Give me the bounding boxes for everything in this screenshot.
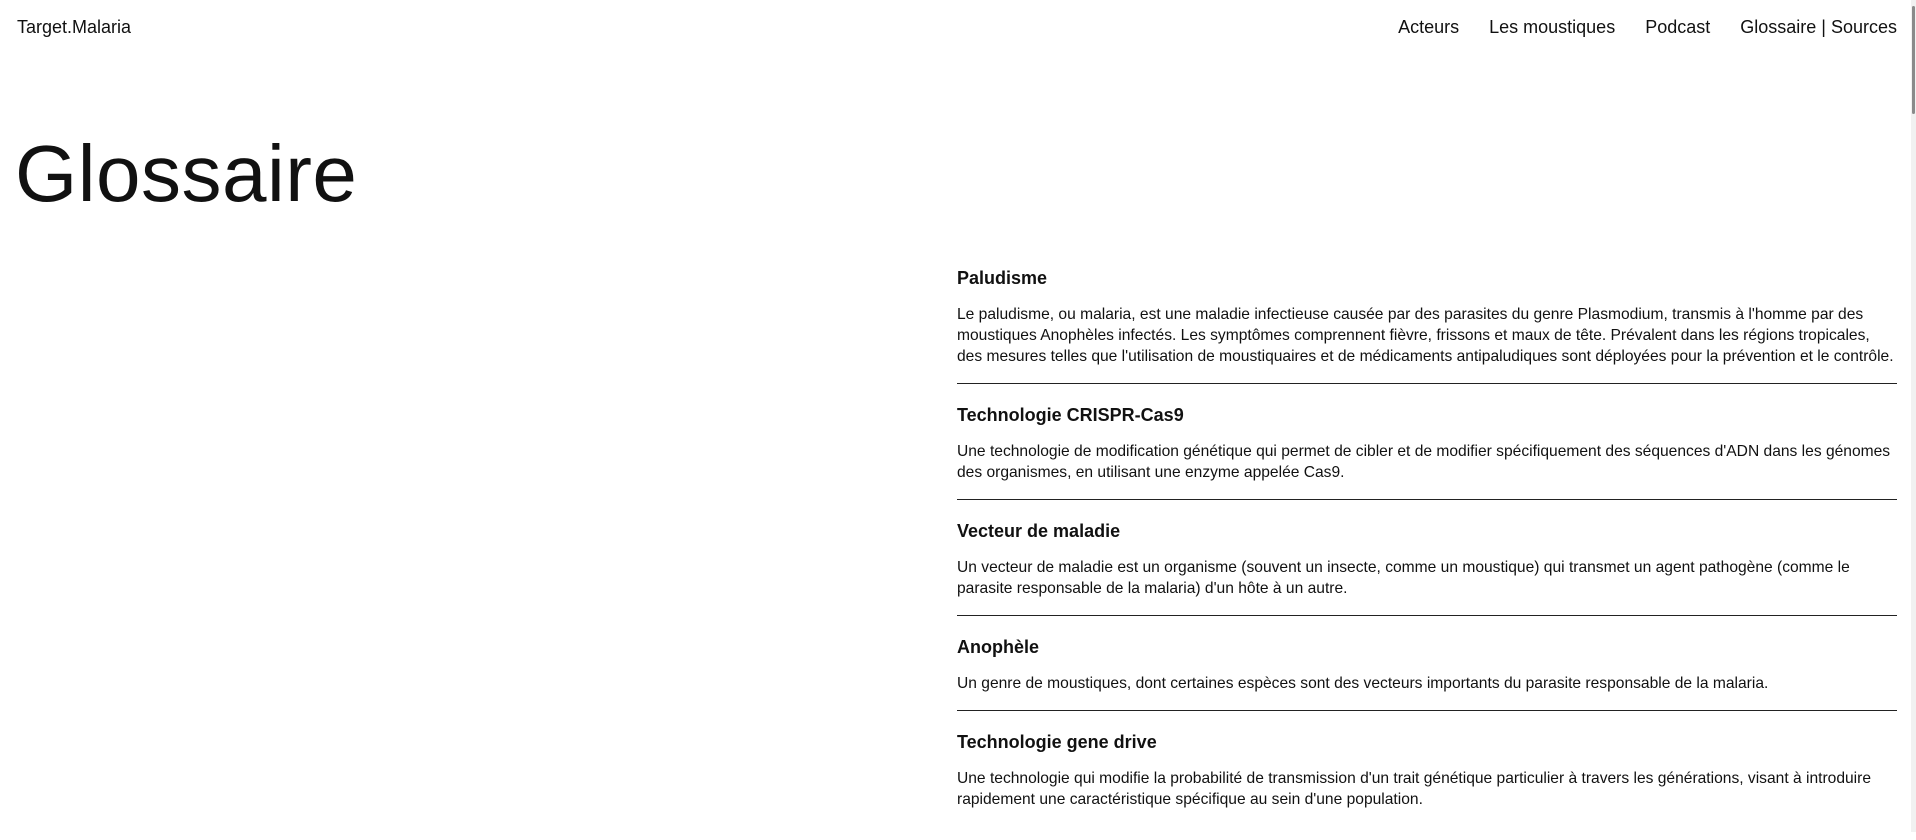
brand-link[interactable]: Target.Malaria — [17, 17, 132, 37]
glossary-definition: Un genre de moustiques, dont certaines espèces sont des vecteurs importants du parasite responsable de la malaria. — [957, 675, 1769, 692]
nav-link-podcast[interactable]: Podcast — [1645, 17, 1711, 37]
glossary-term: Technologie gene drive — [957, 732, 1157, 752]
scrollbar-thumb[interactable] — [1912, 6, 1915, 114]
glossary-term: Anophèle — [957, 637, 1040, 657]
page-title: Glossaire — [15, 129, 358, 218]
nav-link-acteurs[interactable]: Acteurs — [1398, 17, 1460, 37]
page-scrollbar[interactable] — [1911, 0, 1916, 832]
glossary-entry — [957, 630, 1897, 711]
nav-link-les-moustiques[interactable]: Les moustiques — [1489, 17, 1616, 37]
glossary-term: Vecteur de maladie — [957, 521, 1121, 541]
glossary-entry — [957, 514, 1897, 616]
glossary-definition: Un vecteur de maladie est un organisme (souvent un insecte, comme un moustique) qui transmet un agent pathogène (comme le parasite responsable de la malaria) d'un hôte à un autre. — [957, 559, 1850, 597]
nav-link-glossaire-sources[interactable]: Glossaire | Sources — [1740, 17, 1897, 37]
glossary-definition: Une technologie qui modifie la probabilité de transmission d'un trait génétique particulier à travers les générations, visant à introduire rapidement une caractéristique spécifique au sein d'une population. — [957, 770, 1871, 808]
glossary-term: Paludisme — [957, 268, 1048, 288]
main-nav — [1398, 15, 1897, 39]
glossary-definition: Une technologie de modification génétique qui permet de cibler et de modifier spécifiquement des séquences d'ADN dans les génomes des organismes, en utilisant une enzyme appelée Cas9. — [957, 443, 1891, 481]
glossary-entry — [957, 261, 1897, 384]
glossary-entry — [957, 398, 1897, 500]
glossary-term: Technologie CRISPR-Cas9 — [957, 405, 1184, 425]
glossary-list — [957, 261, 1897, 840]
glossary-definition: Le paludisme, ou malaria, est une maladie infectieuse causée par des parasites du genre Plasmodium, transmis à l'homme par des moustiques Anophèles infectés. Les symptômes comprennent fièvre, frissons et maux de tête. Prévalent dans les régions tropicales, des mesures telles que l'utilisation de moustiquaires et de médicaments antipaludiques sont déployées pour la prévention et le contrôle. — [957, 306, 1894, 365]
site-header — [0, 0, 1916, 56]
glossary-entry — [957, 725, 1897, 826]
